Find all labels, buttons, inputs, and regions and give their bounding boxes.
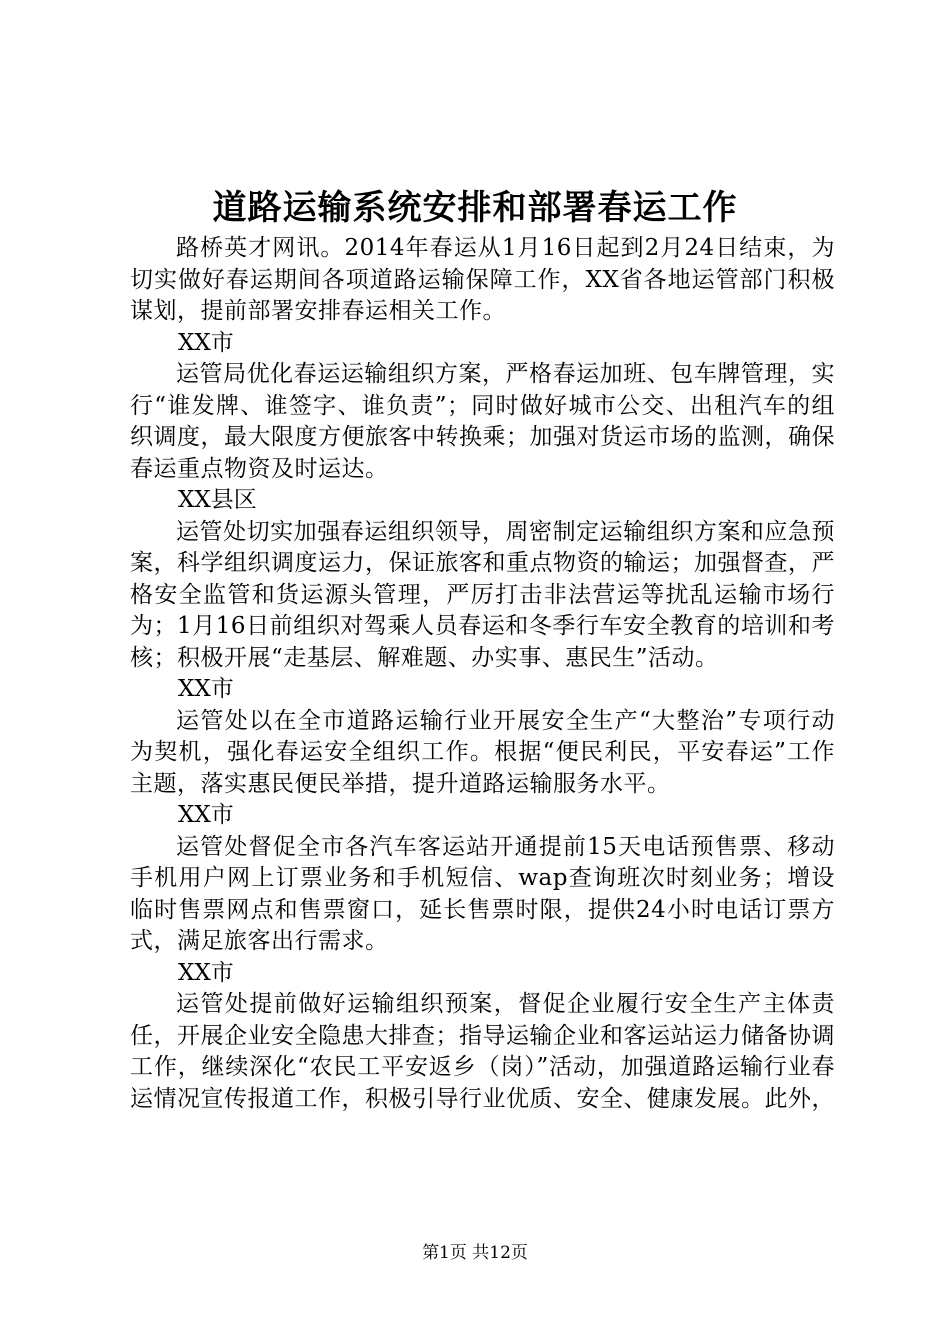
section-heading: XX市 [178, 802, 234, 828]
section-paragraph: 运管处切实加强春运组织领导，周密制定运输组织方案和应急预案，科学组织调度运力，保证旅客和重点物资的输运；加强督查，严格安全监管和货运源头管理，严厉打击非法营运等扰乱运输市场行为；1月16日前组织对驾乘人员春运和冬季行车安全教育的培训和考核；积极开展“走基层、解难题、办实事、惠民生”活动。 [130, 518, 835, 671]
document-body [130, 233, 835, 1115]
intro-paragraph: 路桥英才网讯。2014年春运从1月16日起到2月24日结束，为切实做好春运期间各项道路运输保障工作，XX省各地运管部门积极谋划，提前部署安排春运相关工作。 [130, 235, 835, 324]
section-paragraph: 运管处以在全市道路运输行业开展安全生产“大整治”专项行动为契机，强化春运安全组织工作。根据“便民利民，平安春运”工作主题，落实惠民便民举措，提升道路运输服务水平。 [130, 707, 835, 797]
section-heading: XX市 [178, 676, 234, 702]
document-title: 道路运输系统安排和部署春运工作 [212, 188, 738, 228]
section-paragraph: 运管局优化春运运输组织方案，严格春运加班、包车牌管理，实行“谁发牌、谁签字、谁负责”；同时做好城市公交、出租汽车的组织调度，最大限度方便旅客中转换乘；加强对货运市场的监测，确保春运重点物资及时运达。 [130, 361, 835, 482]
section-heading: XX市 [178, 329, 234, 356]
page-number-footer: 第1页 共12页 [422, 1243, 528, 1263]
section-heading: XX市 [178, 959, 234, 986]
section-paragraph: 运管处提前做好运输组织预案，督促企业履行安全生产主体责任，开展企业安全隐患大排查；指导运输企业和客运站运力储备协调工作，继续深化“农民工平安返乡（岗）”活动，加强道路运输行业春运情况宣传报道工作，积极引导行业优质、安全、健康发展。此外， [130, 991, 835, 1112]
section-paragraph: 运管处督促全市各汽车客运站开通提前15天电话预售票、移动手机用户网上订票业务和手机短信、wap查询班次时刻业务；增设临时售票网点和售票窗口，延长售票时限，提供24小时电话订票方式，满足旅客出行需求。 [130, 833, 835, 954]
section-heading: XX县区 [178, 487, 257, 513]
